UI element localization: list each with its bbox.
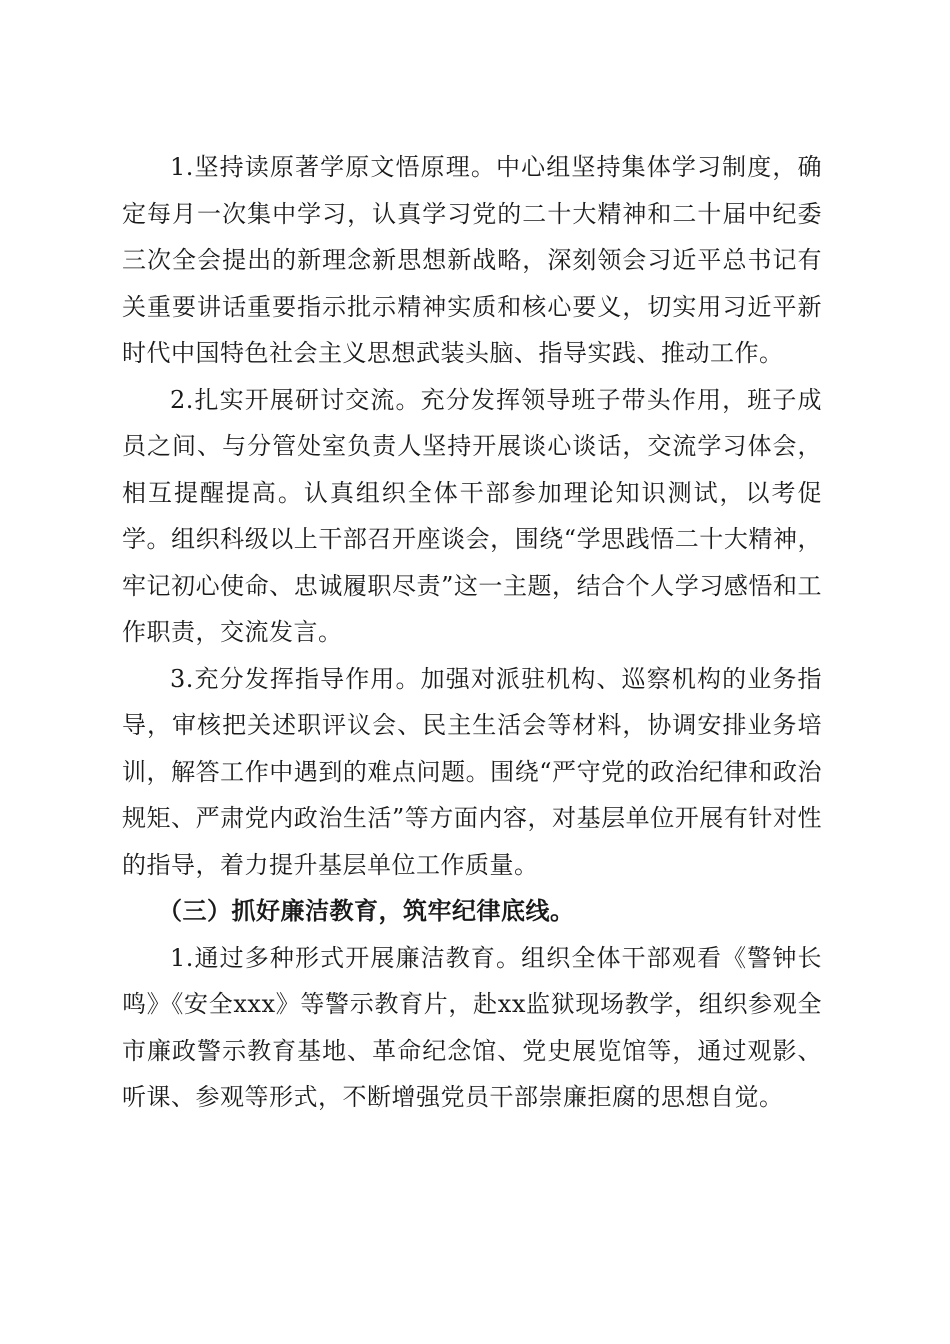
document-body xyxy=(122,144,822,1121)
section-heading-integrity-education: （三）抓好廉洁教育，筑牢纪律底线。 xyxy=(158,896,575,925)
paragraph-integrity-education-forms: 1.通过多种形式开展廉洁教育。组织全体干部观看《警钟长鸣》《安全xxx》等警示教育片，赴xx监狱现场教学，组织参观全市廉政警示教育基地、革命纪念馆、党史展览馆等，通过观影、听课、参观等形式，不断增强党员干部崇廉拒腐的思想自觉。 xyxy=(122,943,822,1111)
paragraph-discussion-exchange: 2.扎实开展研讨交流。充分发挥领导班子带头作用，班子成员之间、与分管处室负责人坚持开展谈心谈话，交流学习体会，相互提醒提高。认真组织全体干部参加理论知识测试，以考促学。组织科级以上干部召开座谈会，围绕“学思践悟二十大精神，牢记初心使命、忠诚履职尽责”这一主题，结合个人学习感悟和工作职责，交流发言。 xyxy=(122,385,822,646)
paragraph-study-originals: 1.坚持读原著学原文悟原理。中心组坚持集体学习制度，确定每月一次集中学习，认真学习党的二十大精神和二十届中纪委三次全会提出的新理念新思想新战略，深刻领会习近平总书记有关重要讲话重要指示批示精神实质和核心要义，切实用习近平新时代中国特色社会主义思想武装头脑、指导实践、推动工作。 xyxy=(122,153,822,367)
paragraph-guidance-role: 3.充分发挥指导作用。加强对派驻机构、巡察机构的业务指导，审核把关述职评议会、民主生活会等材料，协调安排业务培训，解答工作中遇到的难点问题。围绕“严守党的政治纪律和政治规矩、严肃党内政治生活”等方面内容，对基层单位开展有针对性的指导，着力提升基层单位工作质量。 xyxy=(122,664,822,879)
